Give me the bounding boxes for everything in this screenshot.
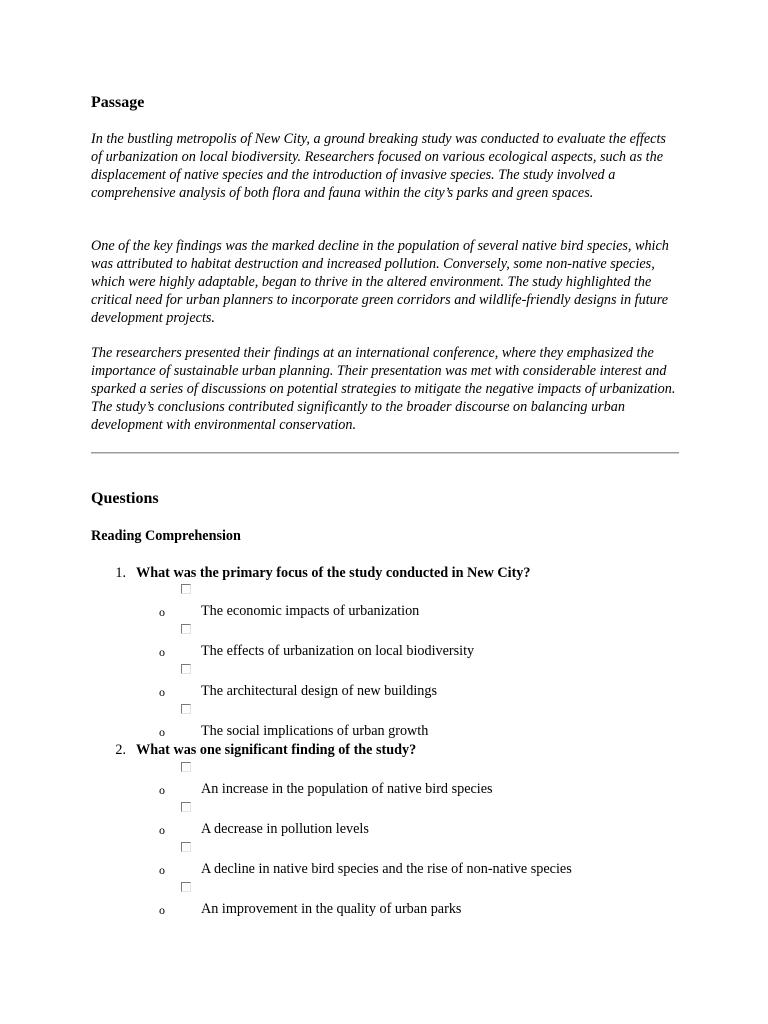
bullet-marker: o — [159, 823, 165, 837]
bullet-marker: o — [159, 863, 165, 877]
bullet-marker: o — [159, 783, 165, 797]
option-checkbox[interactable] — [181, 882, 191, 892]
questions-heading: Questions — [91, 490, 159, 507]
bullet-marker: o — [159, 903, 165, 917]
option-label: An increase in the population of native bird species — [201, 781, 493, 797]
option-label: The architectural design of new buildings — [201, 683, 437, 699]
option-checkbox[interactable] — [181, 762, 191, 772]
option-checkbox[interactable] — [181, 624, 191, 634]
option-checkbox[interactable] — [181, 664, 191, 674]
passage-paragraph-1: In the bustling metropolis of New City, a ground breaking study was conducted to evaluate the effects of urbanization on local biodiversity. Researchers focused on various ecological aspects, such as the displacement of native species and the introduction of invasive species. The study involved a comprehensive analysis of both flora and fauna within the city’s parks and green spaces. — [91, 131, 666, 201]
option-checkbox[interactable] — [181, 704, 191, 714]
option-label: The effects of urbanization on local biodiversity — [201, 643, 475, 659]
option-checkbox[interactable] — [181, 584, 191, 594]
passage-paragraph-2: One of the key findings was the marked decline in the population of several native bird species, which was attributed to habitat destruction and increased pollution. Conversely, some non-native species, which were highly adaptable, began to thrive in the altered environment. The study highlighted the critical need for urban planners to incorporate green corridors and wildlife-friendly designs in future development projects. — [91, 238, 669, 326]
question-number: 1. — [115, 565, 126, 581]
option-label: An improvement in the quality of urban parks — [201, 901, 462, 917]
passage-paragraph-3: The researchers presented their findings at an international conference, where they emphasized the importance of sustainable urban planning. Their presentation was met with considerable interest and sparked a series of discussions on potential strategies to mitigate the negative impacts of urbanization. The study’s conclusions contributed significantly to the broader discourse on balancing urban development with environmental conservation. — [91, 345, 676, 433]
option-checkbox[interactable] — [181, 802, 191, 812]
question-number: 2. — [115, 742, 126, 758]
option-label: A decrease in pollution levels — [201, 821, 369, 837]
bullet-marker: o — [159, 645, 165, 659]
bullet-marker: o — [159, 725, 165, 739]
section-title: Reading Comprehension — [91, 528, 241, 544]
passage-heading: Passage — [91, 94, 145, 111]
bullet-marker: o — [159, 685, 165, 699]
option-label: The social implications of urban growth — [201, 723, 429, 739]
section-divider — [91, 452, 679, 454]
question-text: What was the primary focus of the study conducted in New City? — [136, 565, 531, 581]
option-checkbox[interactable] — [181, 842, 191, 852]
bullet-marker: o — [159, 605, 165, 619]
option-label: The economic impacts of urbanization — [201, 603, 420, 619]
option-label: A decline in native bird species and the rise of non-native species — [201, 861, 572, 877]
question-text: What was one significant finding of the study? — [136, 742, 417, 758]
